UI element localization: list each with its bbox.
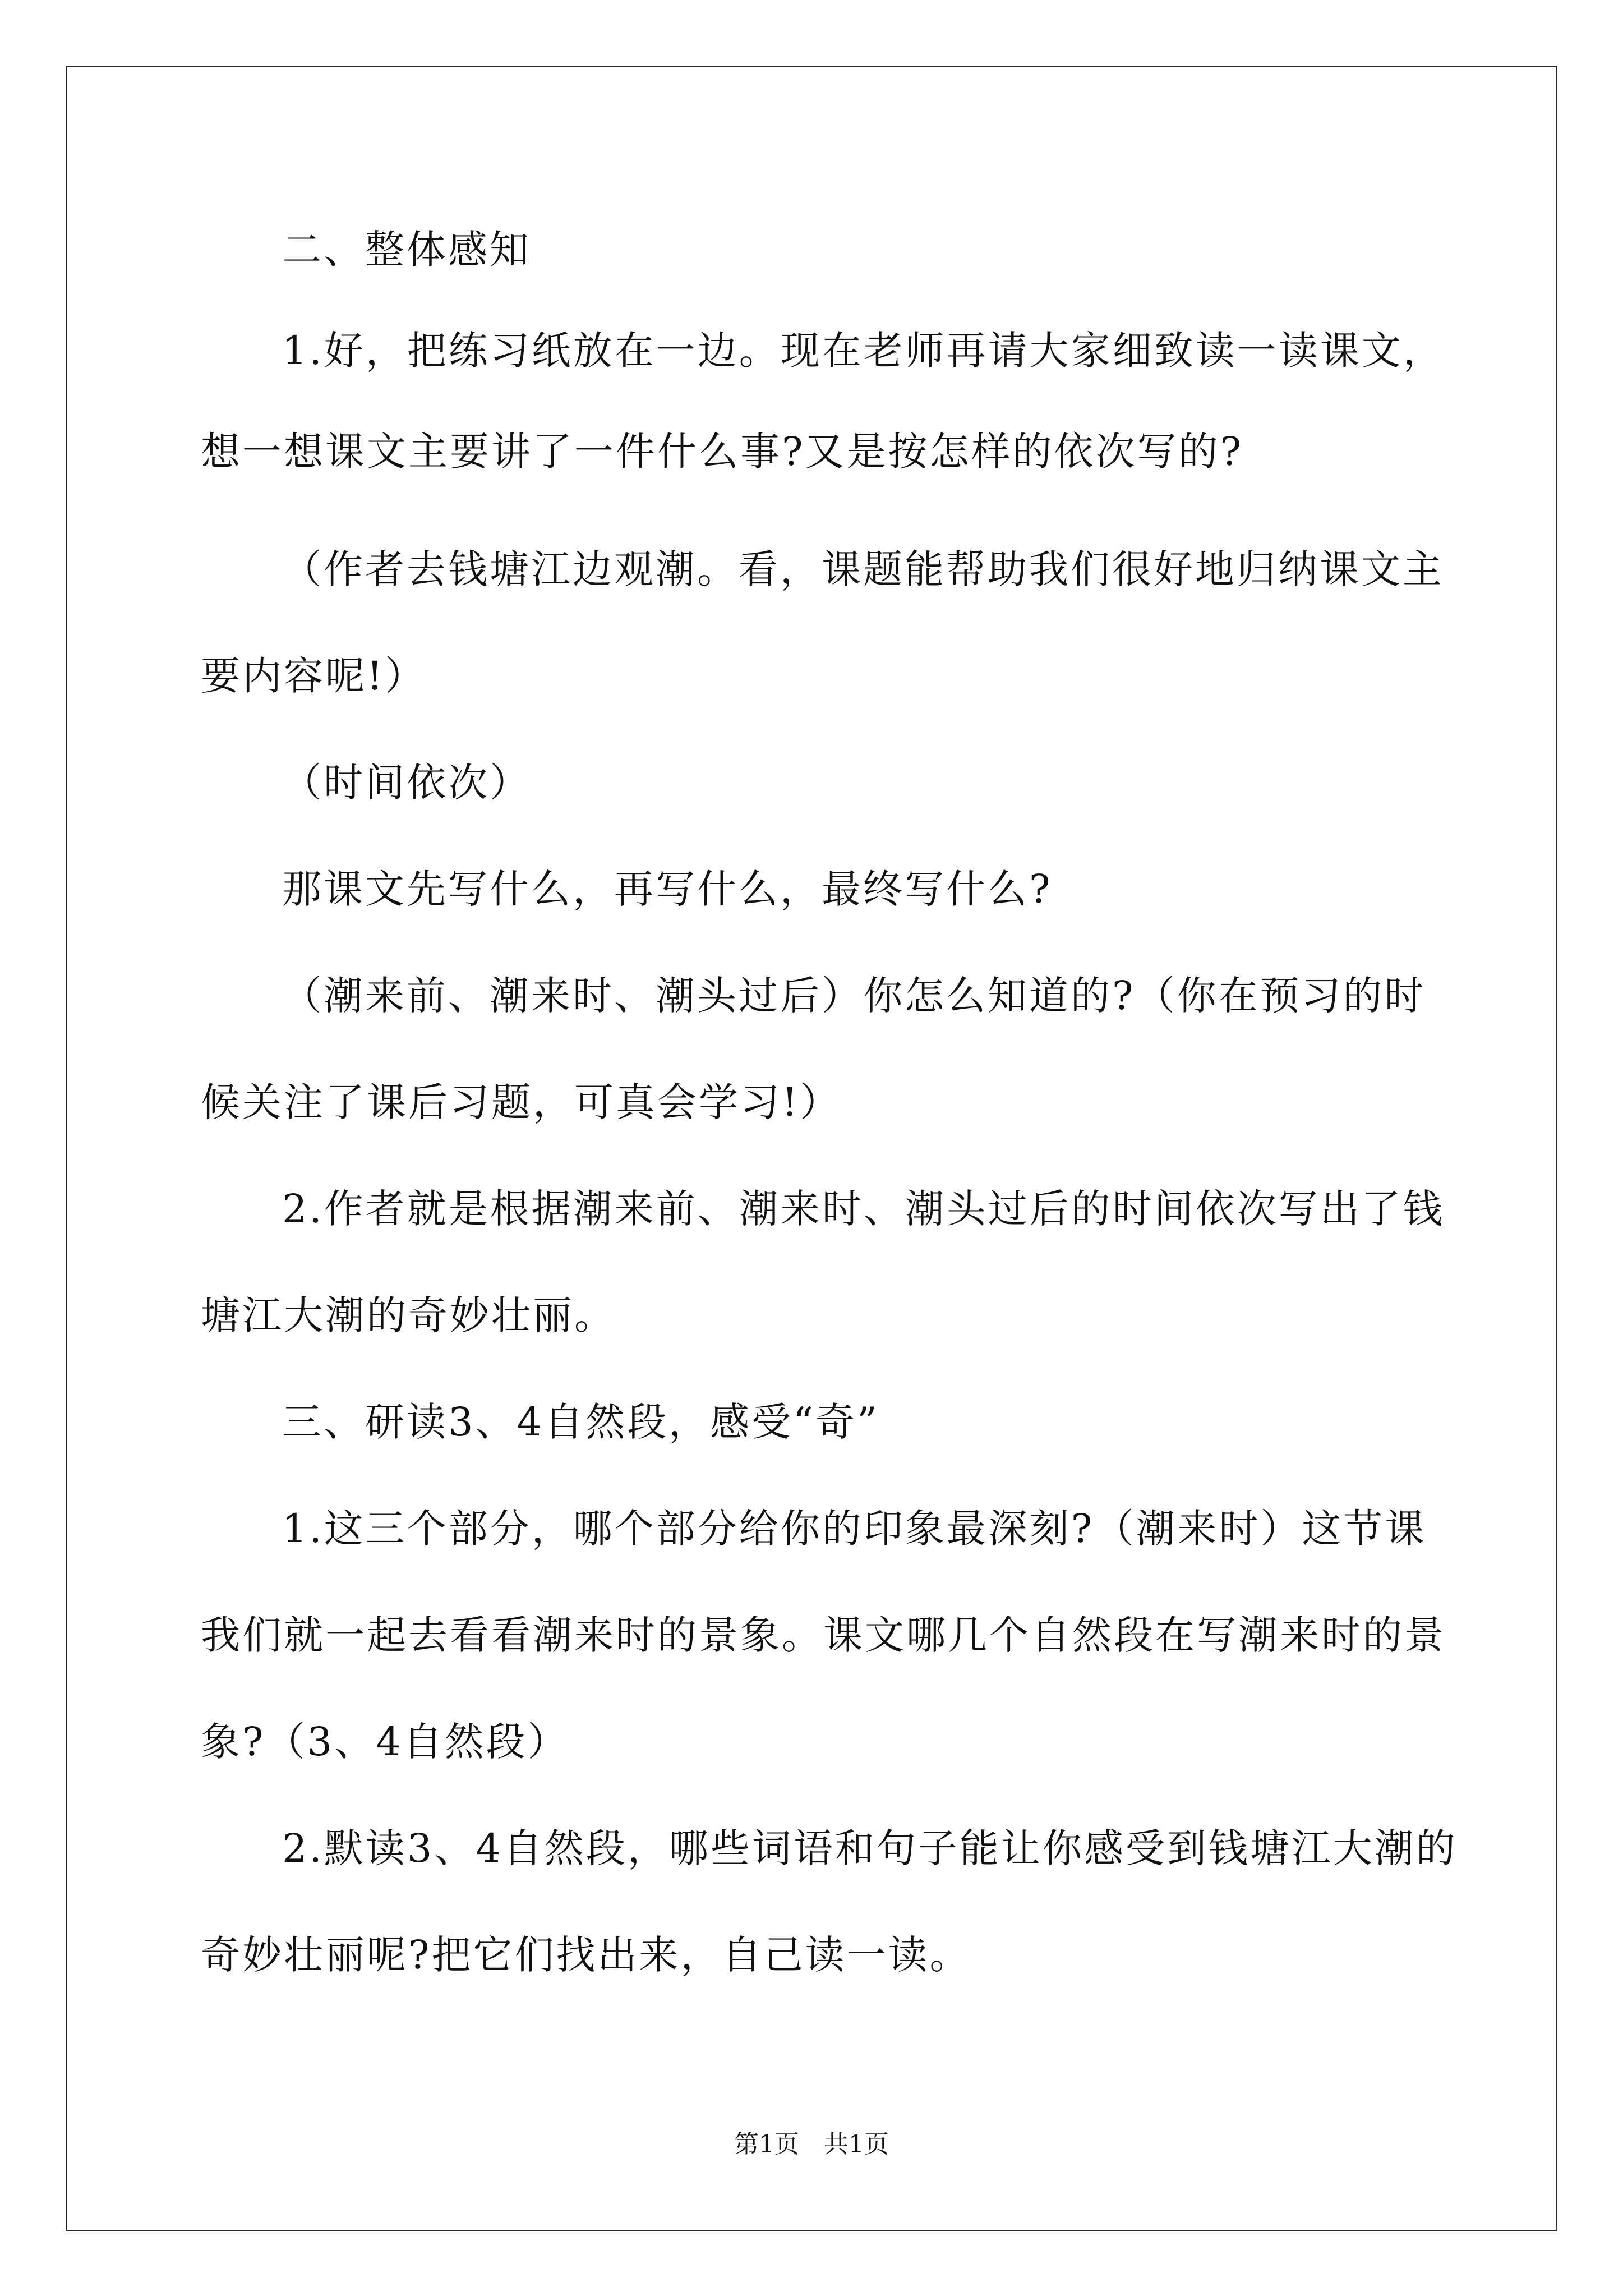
paragraph-line: 我们就一起去看看潮来时的景象。课文哪几个自然段在写潮来时的景: [201, 1612, 1446, 1658]
paragraph-line: 奇妙壮丽呢?把它们找出来，自己读一读。: [201, 1932, 971, 1978]
section-heading-overall: 二、整体感知: [282, 227, 531, 273]
paragraph-line: 塘江大潮的奇妙壮丽。: [201, 1292, 616, 1338]
paragraph-line: 想一想课文主要讲了一件什么事?又是按怎样的依次写的?: [201, 429, 1244, 475]
paragraph-line: （作者去钱塘江边观潮。看，课题能帮助我们很好地归纳课文主: [282, 546, 1444, 592]
paragraph-line: 2.作者就是根据潮来前、潮来时、潮头过后的时间依次写出了钱: [282, 1186, 1445, 1232]
paragraph-line: 2.默读3、4自然段，哪些词语和句子能让你感受到钱塘江大潮的: [282, 1825, 1458, 1871]
page-frame: [66, 66, 1557, 2231]
paragraph-line: 要内容呢!）: [201, 653, 427, 699]
paragraph-line: 象?（3、4自然段）: [201, 1719, 569, 1765]
paragraph-line: （时间依次）: [282, 760, 531, 806]
paragraph-line: （潮来前、潮来时、潮头过后）你怎么知道的?（你在预习的时: [282, 973, 1426, 1019]
paragraph-line: 那课文先写什么，再写什么，最终写什么?: [282, 866, 1053, 912]
paragraph-line: 候关注了课后习题，可真会学习!）: [201, 1079, 842, 1125]
paragraph-line: 1.这三个部分，哪个部分给你的印象最深刻?（潮来时）这节课: [282, 1506, 1427, 1552]
page-number-footer: 第1页 共1页: [734, 2130, 889, 2159]
paragraph-line: 1.好，把练习纸放在一边。现在老师再请大家细致读一读课文，: [282, 328, 1445, 374]
section-heading-reading: 三、研读3、4自然段，感受“奇”: [282, 1399, 879, 1445]
